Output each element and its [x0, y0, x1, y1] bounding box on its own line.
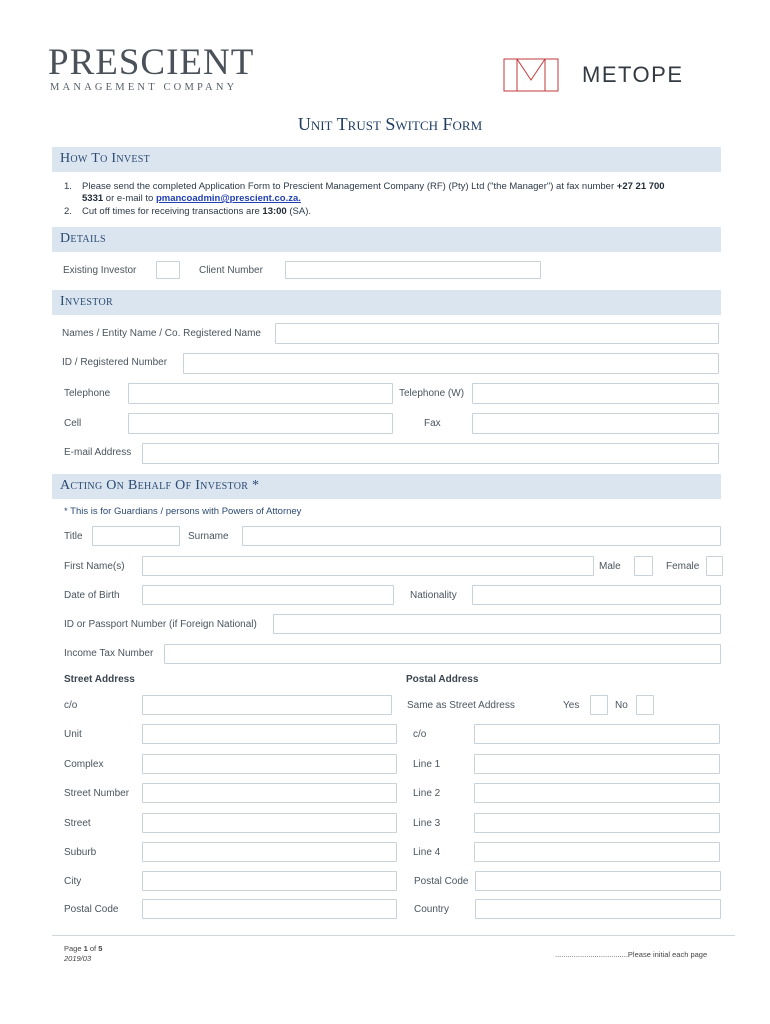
line4-label: Line 4	[413, 847, 441, 858]
email-field[interactable]	[142, 443, 719, 464]
guardian-note: * This is for Guardians / persons with Powers of Attorney	[64, 506, 302, 517]
names-label: Names / Entity Name / Co. Registered Name	[62, 328, 261, 339]
same-as-street-label: Same as Street Address	[407, 700, 515, 711]
section-acting-on-behalf	[52, 474, 721, 499]
page-title: Unit Trust Switch Form	[297, 114, 483, 134]
section-heading: Details	[60, 231, 106, 246]
fax-field[interactable]	[472, 413, 719, 434]
dob-field[interactable]	[142, 585, 394, 605]
names-field[interactable]	[275, 323, 719, 344]
prescient-logo: PRESCIENT	[48, 42, 255, 83]
telephone-w-field[interactable]	[472, 383, 719, 404]
section-heading: How To Invest	[60, 151, 151, 166]
page-number: Page 1 of 5	[64, 944, 103, 953]
first-names-field[interactable]	[142, 556, 594, 576]
cell-label: Cell	[64, 418, 82, 429]
country-label: Country	[414, 904, 450, 915]
line4-field[interactable]	[474, 842, 720, 862]
id-passport-label: ID or Passport Number (if Foreign National)	[64, 619, 257, 630]
income-tax-field[interactable]	[164, 644, 721, 664]
id-label: ID / Registered Number	[62, 357, 168, 368]
male-checkbox[interactable]	[634, 556, 653, 576]
title-field[interactable]	[92, 526, 180, 546]
suburb-field[interactable]	[142, 842, 397, 862]
female-label: Female	[666, 561, 700, 572]
id-field[interactable]	[183, 353, 719, 374]
title-label: Title	[64, 531, 83, 542]
dob-label: Date of Birth	[64, 590, 120, 601]
male-label: Male	[599, 561, 621, 572]
first-names-label: First Name(s)	[64, 561, 125, 572]
instruction-item-2: Cut off times for receiving transactions are 13:00 (SA).	[82, 206, 311, 217]
street-field[interactable]	[142, 813, 397, 833]
instruction-item-1: Please send the completed Application Form to Prescient Management Company (RF) (Pty) Ltd ("the Manager") at fax number +27 21 700	[82, 181, 665, 192]
postal-code-left-field[interactable]	[142, 899, 397, 919]
unit-field[interactable]	[142, 724, 397, 744]
form-date: 2019/03	[64, 954, 92, 963]
postal-co-field[interactable]	[474, 724, 720, 744]
cell-field[interactable]	[128, 413, 393, 434]
section-how-to-invest	[52, 147, 721, 172]
line2-field[interactable]	[474, 783, 720, 803]
metope-logo-icon	[503, 58, 559, 92]
section-heading: Acting On Behalf Of Investor *	[60, 478, 260, 493]
line2-label: Line 2	[413, 788, 441, 799]
initial-note: ...................................Please initial each page	[555, 950, 708, 959]
street-address-heading: Street Address	[64, 674, 135, 685]
existing-investor-label: Existing Investor	[63, 265, 137, 276]
yes-label: Yes	[563, 700, 580, 711]
female-checkbox[interactable]	[706, 556, 723, 576]
section-investor	[52, 290, 721, 315]
city-label: City	[64, 876, 82, 887]
nationality-field[interactable]	[472, 585, 721, 605]
line1-field[interactable]	[474, 754, 720, 774]
complex-field[interactable]	[142, 754, 397, 774]
street-number-field[interactable]	[142, 783, 397, 803]
income-tax-label: Income Tax Number	[64, 648, 154, 659]
list-number: 2.	[64, 206, 72, 217]
line3-field[interactable]	[474, 813, 720, 833]
no-checkbox[interactable]	[636, 695, 654, 715]
instruction-item-1-cont: 5331 or e-mail to pmancoadmin@prescient.co.za.	[82, 193, 301, 204]
section-details	[52, 227, 721, 252]
existing-investor-checkbox[interactable]	[156, 261, 180, 279]
client-number-label: Client Number	[199, 265, 263, 276]
section-heading: Investor	[60, 294, 113, 309]
telephone-w-label: Telephone (W)	[399, 388, 465, 399]
postal-code-left-label: Postal Code	[64, 904, 119, 915]
telephone-label: Telephone	[64, 388, 111, 399]
client-number-field[interactable]	[285, 261, 541, 279]
surname-label: Surname	[188, 531, 229, 542]
surname-field[interactable]	[242, 526, 721, 546]
email-link[interactable]: pmancoadmin@prescient.co.za.	[155, 193, 301, 204]
metope-logo-text: METOPE	[582, 62, 684, 87]
list-number: 1.	[64, 181, 72, 192]
city-field[interactable]	[142, 871, 397, 891]
footer-divider	[52, 935, 735, 936]
yes-checkbox[interactable]	[590, 695, 608, 715]
telephone-field[interactable]	[128, 383, 393, 404]
street-number-label: Street Number	[64, 788, 130, 799]
postal-address-heading: Postal Address	[406, 674, 479, 685]
line3-label: Line 3	[413, 818, 441, 829]
nationality-label: Nationality	[410, 590, 457, 601]
prescient-logo-subtitle: MANAGEMENT COMPANY	[50, 82, 238, 93]
postal-code-right-field[interactable]	[475, 871, 721, 891]
id-passport-field[interactable]	[273, 614, 721, 634]
co-label: c/o	[64, 700, 78, 711]
co-field[interactable]	[142, 695, 392, 715]
postal-co-label: c/o	[413, 729, 427, 740]
postal-code-right-label: Postal Code	[414, 876, 469, 887]
line1-label: Line 1	[413, 759, 441, 770]
complex-label: Complex	[64, 759, 104, 770]
unit-label: Unit	[64, 729, 82, 740]
no-label: No	[615, 700, 628, 711]
email-label: E-mail Address	[64, 447, 132, 458]
suburb-label: Suburb	[64, 847, 97, 858]
street-label: Street	[64, 818, 91, 829]
country-field[interactable]	[475, 899, 721, 919]
fax-label: Fax	[424, 418, 441, 429]
